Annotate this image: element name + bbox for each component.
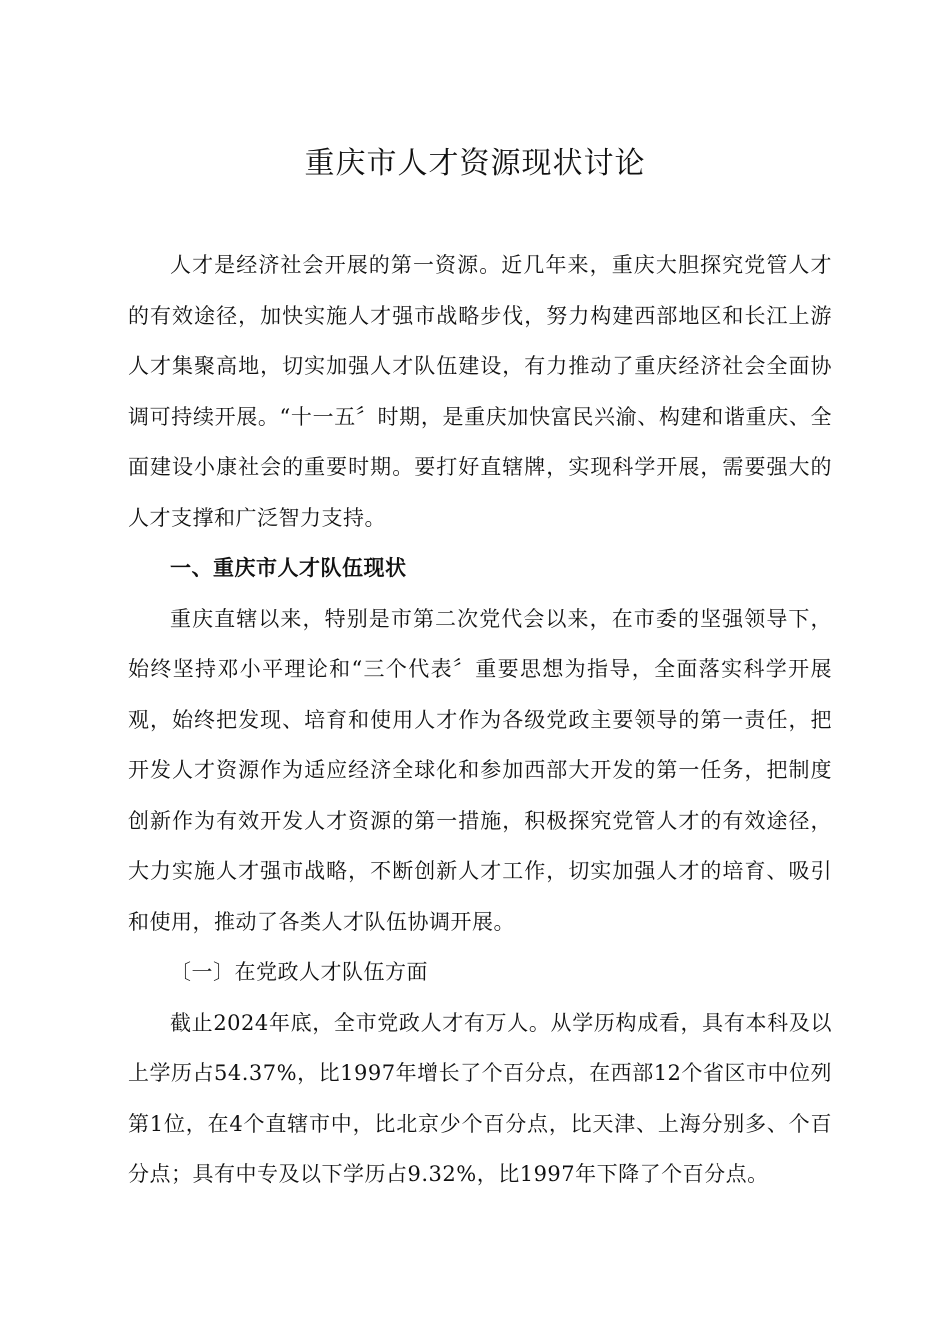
- subsection-paragraph: 截止2024年底，全市党政人才有万人。从学历构成看，具有本科及以上学历占54.37%，比1997年增长了个百分点，在西部12个省区市中位列第1位，在4个直辖市中，比北京少个百分点，比天津、上海分别多、个百分点；具有中专及以下学历占9.32%，比1997年下降了个百分点。: [128, 1010, 832, 1186]
- document-title: 重庆市人才资源现状讨论: [304, 146, 646, 181]
- intro-paragraph: 人才是经济社会开展的第一资源。近几年来，重庆大胆探究党管人才的有效途径，加快实施人才强市战略步伐，努力构建西部地区和长江上游人才集聚高地，切实加强人才队伍建设，有力推动了重庆经济社会全面协调可持续开展。“十一五〞时期，是重庆加快富民兴渝、构建和谐重庆、全面建设小康社会的重要时期。要打好直辖牌，实现科学开展，需要强大的人才支撑和广泛智力支持。: [128, 253, 832, 530]
- section-heading: 一、重庆市人才队伍现状: [170, 556, 407, 580]
- subsection-heading: 〔一〕在党政人才队伍方面: [170, 960, 428, 984]
- document-body: [128, 240, 832, 1200]
- section-paragraph: 重庆直辖以来，特别是市第二次党代会以来，在市委的坚强领导下，始终坚持邓小平理论和“三个代表〞重要思想为指导，全面落实科学开展观，始终把发现、培育和使用人才作为各级党政主要领导的第一责任，把开发人才资源作为适应经济全球化和参加西部大开发的第一任务，把制度创新作为有效开发人才资源的第一措施，积极探究党管人才的有效途径，大力实施人才强市战略，不断创新人才工作，切实加强人才的培育、吸引和使用，推动了各类人才队伍协调开展。: [128, 606, 832, 934]
